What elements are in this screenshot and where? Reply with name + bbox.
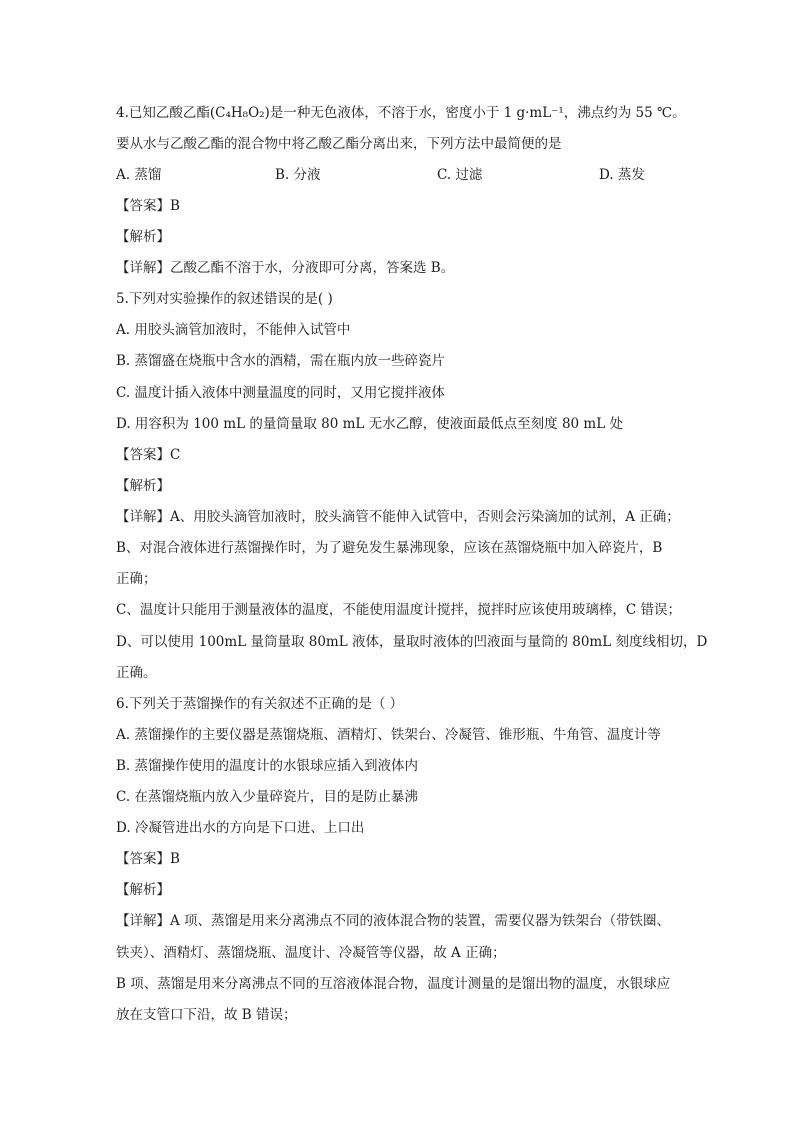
q5-answer: 【答案】C [116,447,181,463]
q6-detail-line: 放在支管口下沿，故 B 错误； [116,1007,297,1023]
q4-stem-line2: 要从水与乙酸乙酯的混合物中将乙酸乙酯分离出来，下列方法中最简便的是 [116,136,562,152]
q5-option-c: C. 温度计插入液体中测量温度的同时，又用它搅拌液体 [116,385,445,401]
q4-option-d: D. 蒸发 [599,167,645,183]
q5-detail-line: D、可以使用 100mL 量筒量取 80mL 液体，量取时液体的凹液面与量筒的 80mL 刻度线相切，D [116,634,708,650]
q6-option-b: B. 蒸馏操作使用的温度计的水银球应插入到液体内 [116,758,419,774]
q6-option-a: A. 蒸馏操作的主要仪器是蒸馏烧瓶、酒精灯、铁架台、冷凝管、锥形瓶、牛角管、温度计等 [116,727,661,743]
q4-option-b: B. 分液 [275,167,321,183]
q5-detail-line: B、对混合液体进行蒸馏操作时，为了避免发生暴沸现象，应该在蒸馏烧瓶中加入碎瓷片，B [116,540,663,556]
q6-stem: 6.下列关于蒸馏操作的有关叙述不正确的是（ ） [116,696,404,712]
q4-option-a: A. 蒸馏 [116,167,162,183]
q6-option-d: D. 冷凝管进出水的方向是下口进、上口出 [116,820,365,836]
q4-answer: 【答案】B [116,198,180,214]
q5-detail-line: 正确。 [116,665,157,681]
q5-analysis-label: 【解析】 [116,478,170,494]
q4-analysis-label: 【解析】 [116,229,170,245]
q6-detail-line: 【详解】A 项、蒸馏是用来分离沸点不同的液体混合物的装置，需要仪器为铁架台（带铁圈、 [116,913,671,929]
q6-answer: 【答案】B [116,851,180,867]
q5-option-a: A. 用胶头滴管加液时，不能伸入试管中 [116,322,351,338]
q5-option-d: D. 用容积为 100 mL 的量筒量取 80 mL 无水乙醇，使液面最低点至刻度 80 mL 处 [116,416,623,432]
q6-detail-line: B 项、蒸馏是用来分离沸点不同的互溶液体混合物，温度计测量的是馏出物的温度，水银球应 [116,976,671,992]
q5-detail-line: C、温度计只能用于测量液体的温度，不能使用温度计搅拌，搅拌时应该使用玻璃棒，C 错误； [116,602,681,618]
q4-stem-line1: 4.已知乙酸乙酯(C₄H₈O₂)是一种无色液体，不溶于水，密度小于 1 g·mL⁻¹，沸点约为 55 ℃。 [116,105,686,121]
q5-detail-line: 【详解】A、用胶头滴管加液时，胶头滴管不能伸入试管中，否则会污染滴加的试剂，A 正确； [116,509,680,525]
q5-stem: 5.下列对实验操作的叙述错误的是( ) [116,291,333,307]
q4-detail: 【详解】乙酸乙酯不溶于水，分液即可分离，答案选 B。 [116,260,455,276]
q5-option-b: B. 蒸馏盛在烧瓶中含水的酒精，需在瓶内放一些碎瓷片 [116,353,446,369]
q5-detail-line: 正确； [116,571,157,587]
q4-option-c: C. 过滤 [437,167,483,183]
q6-detail-line: 铁夹）、酒精灯、蒸馏烧瓶、温度计、冷凝管等仪器，故 A 正确； [116,945,506,961]
q6-analysis-label: 【解析】 [116,882,170,898]
q6-option-c: C. 在蒸馏烧瓶内放入少量碎瓷片，目的是防止暴沸 [116,789,418,805]
